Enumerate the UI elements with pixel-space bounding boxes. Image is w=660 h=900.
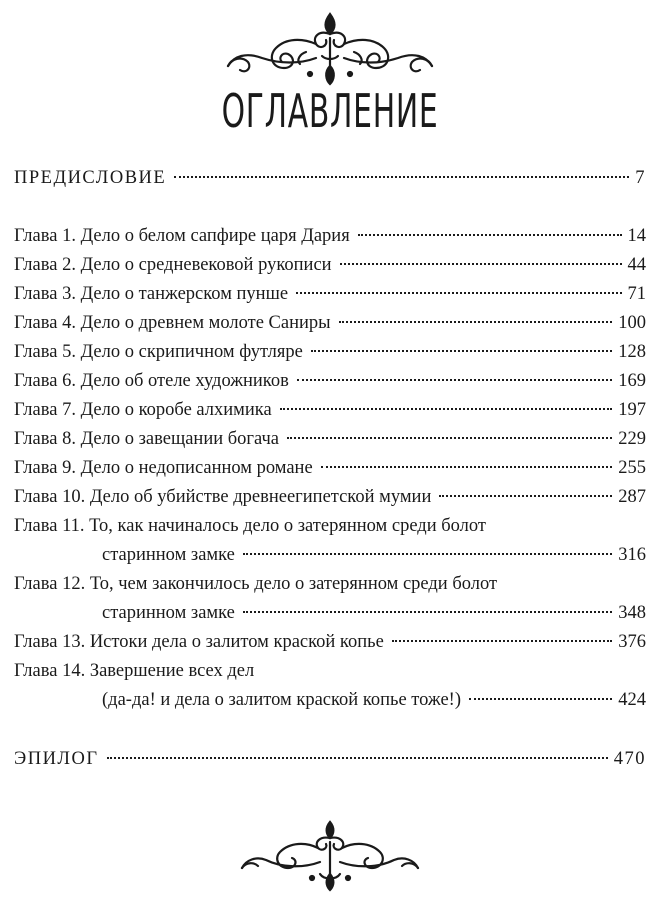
toc-label-continued: старинном замке [102,603,235,623]
toc-label: ЭПИЛОГ [14,749,99,769]
leader-dots [311,350,612,352]
toc-page-number: 197 [618,400,646,420]
toc-row-chapter-14-line-1[interactable]: Глава 14. Завершение всех дел [14,661,255,681]
leader-dots [243,611,612,613]
toc-page-number: 169 [618,371,646,391]
toc-row-chapter-8[interactable] [14,425,646,453]
toc-label: Глава 13. Истоки дела о залитом краской копье [14,632,384,652]
leader-dots [321,466,613,468]
toc-label: Глава 2. Дело о средневековой рукописи [14,255,332,275]
leader-dots [340,263,622,265]
toc-label-continued: старинном замке [102,545,235,565]
leader-dots [439,495,612,497]
leader-dots [358,234,622,236]
toc-page-number: 14 [627,226,646,246]
leader-dots [339,321,613,323]
toc-label: Глава 3. Дело о танжерском пунше [14,284,289,304]
toc-row-epilogue[interactable] [14,745,646,773]
toc-row-chapter-7[interactable] [14,396,646,424]
page-title: ОГЛАВЛЕНИЕ [221,84,439,138]
toc-row-chapter-13[interactable] [14,628,646,656]
toc-label: Глава 5. Дело о скрипичном футляре [14,342,303,362]
toc-page-number: 71 [627,284,646,304]
toc-page-number: 128 [618,342,646,362]
toc-row-chapter-11[interactable] [14,541,646,569]
toc-row-chapter-11-line-1[interactable]: Глава 11. То, как начиналось дело о затерянном среди болот [14,516,486,536]
toc-label: ПРЕДИСЛОВИЕ [14,168,167,188]
leader-dots [107,757,608,759]
toc-label: Глава 9. Дело о недописанном романе [14,458,313,478]
toc-row-chapter-14[interactable] [14,686,646,714]
toc-row-chapter-2[interactable] [14,251,646,279]
leader-dots [469,698,612,700]
toc-label: Глава 6. Дело об отеле художников [14,371,289,391]
bottom-ornament-icon [230,818,430,894]
toc-page-number: 287 [618,487,646,507]
leader-dots [280,408,613,410]
leader-dots [297,379,612,381]
toc-row-chapter-10[interactable] [14,483,646,511]
toc-page-number: 229 [618,429,646,449]
toc-page-number: 348 [618,603,646,623]
toc-row-chapter-5[interactable] [14,338,646,366]
toc-page-number: 100 [618,313,646,333]
toc-label: Глава 7. Дело о коробе алхимика [14,400,272,420]
toc-row-chapter-12[interactable] [14,599,646,627]
toc-page-number: 44 [627,255,646,275]
toc-row-chapter-9[interactable] [14,454,646,482]
toc-label: Глава 4. Дело о древнем молоте Саниры [14,313,331,333]
leader-dots [392,640,612,642]
toc-row-chapter-6[interactable] [14,367,646,395]
toc-row-chapter-4[interactable] [14,309,646,337]
toc-row-chapter-12-line-1[interactable]: Глава 12. То, чем закончилось дело о затерянном среди болот [14,574,498,594]
toc-page-number: 470 [613,749,646,769]
toc-page-number: 316 [618,545,646,565]
leader-dots [243,553,612,555]
toc-label: Глава 8. Дело о завещании богача [14,429,279,449]
top-ornament-icon [210,8,450,88]
toc-row-chapter-3[interactable] [14,280,646,308]
toc-label: Глава 1. Дело о белом сапфире царя Дария [14,226,350,246]
toc-row-preface[interactable] [14,164,646,192]
toc-row-chapter-1[interactable] [14,222,646,250]
toc-page-number: 424 [618,690,646,710]
toc-page-number: 255 [618,458,646,478]
leader-dots [287,437,612,439]
toc-label-continued: (да-да! и дела о залитом краской копье тоже!) [102,690,461,710]
leader-dots [174,176,629,178]
toc-page-number: 376 [618,632,646,652]
leader-dots [296,292,621,294]
toc-page-number: 7 [635,168,646,188]
toc-label: Глава 10. Дело об убийстве древнеегипетской мумии [14,487,432,507]
